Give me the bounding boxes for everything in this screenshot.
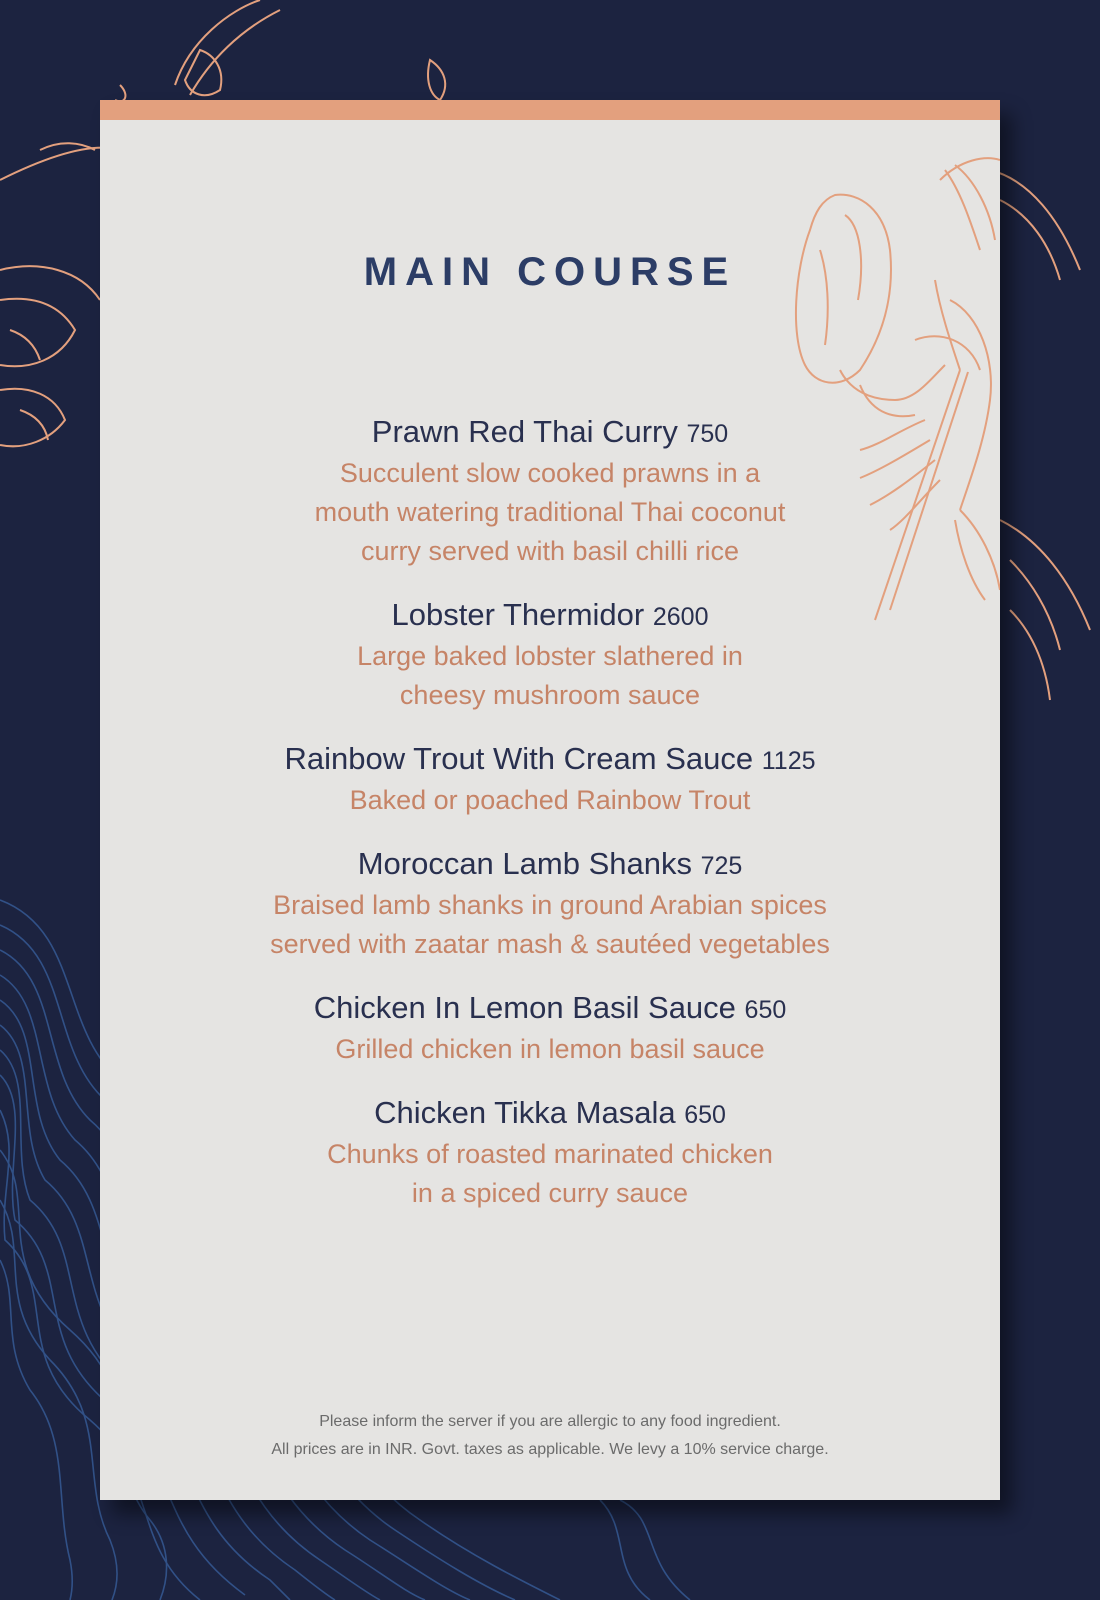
menu-card — [100, 100, 1000, 1500]
item-name: Chicken In Lemon Basil Sauce — [313, 990, 736, 1025]
menu-item — [100, 412, 1000, 571]
menu-item — [100, 844, 1000, 964]
item-description: Chunks of roasted marinated chicken in a spiced curry sauce — [327, 1139, 773, 1208]
item-name: Chicken Tikka Masala — [374, 1095, 676, 1130]
menu-item — [100, 739, 1000, 820]
item-name: Prawn Red Thai Curry — [371, 414, 678, 449]
item-name-line — [100, 412, 1000, 454]
item-description: Large baked lobster slathered in cheesy mushroom sauce — [357, 641, 743, 710]
footer-notes — [100, 1408, 1000, 1464]
menu-list — [100, 412, 1000, 1237]
item-name: Moroccan Lamb Shanks — [357, 846, 692, 881]
item-price: 2600 — [652, 603, 709, 631]
item-name-line — [100, 739, 1000, 781]
accent-bar — [100, 100, 1000, 120]
menu-item — [100, 1093, 1000, 1213]
item-price: 750 — [686, 420, 729, 448]
item-description: Succulent slow cooked prawns in a mouth watering traditional Thai coconut curry served with basil chilli rice — [314, 458, 786, 566]
item-name: Rainbow Trout With Cream Sauce — [284, 741, 754, 776]
item-name-line — [100, 988, 1000, 1030]
item-description: Braised lamb shanks in ground Arabian spices served with zaatar mash & sautéed vegetables — [270, 890, 830, 959]
item-description: Grilled chicken in lemon basil sauce — [335, 1034, 765, 1064]
page-title: MAIN COURSE — [363, 250, 737, 294]
pricing-note: All prices are in INR. Govt. taxes as applicable. We levy a 10% service charge. — [271, 1441, 829, 1458]
item-price: 1125 — [761, 747, 816, 775]
menu-item — [100, 595, 1000, 715]
item-name-line — [100, 844, 1000, 886]
item-price: 650 — [684, 1101, 726, 1129]
allergy-note: Please inform the server if you are allergic to any food ingredient. — [319, 1413, 781, 1430]
menu-item — [100, 988, 1000, 1069]
item-price: 650 — [744, 996, 787, 1024]
item-name-line — [100, 595, 1000, 637]
item-price: 725 — [700, 852, 743, 880]
item-name-line — [100, 1093, 1000, 1135]
item-name: Lobster Thermidor — [391, 597, 645, 632]
item-description: Baked or poached Rainbow Trout — [349, 785, 751, 815]
